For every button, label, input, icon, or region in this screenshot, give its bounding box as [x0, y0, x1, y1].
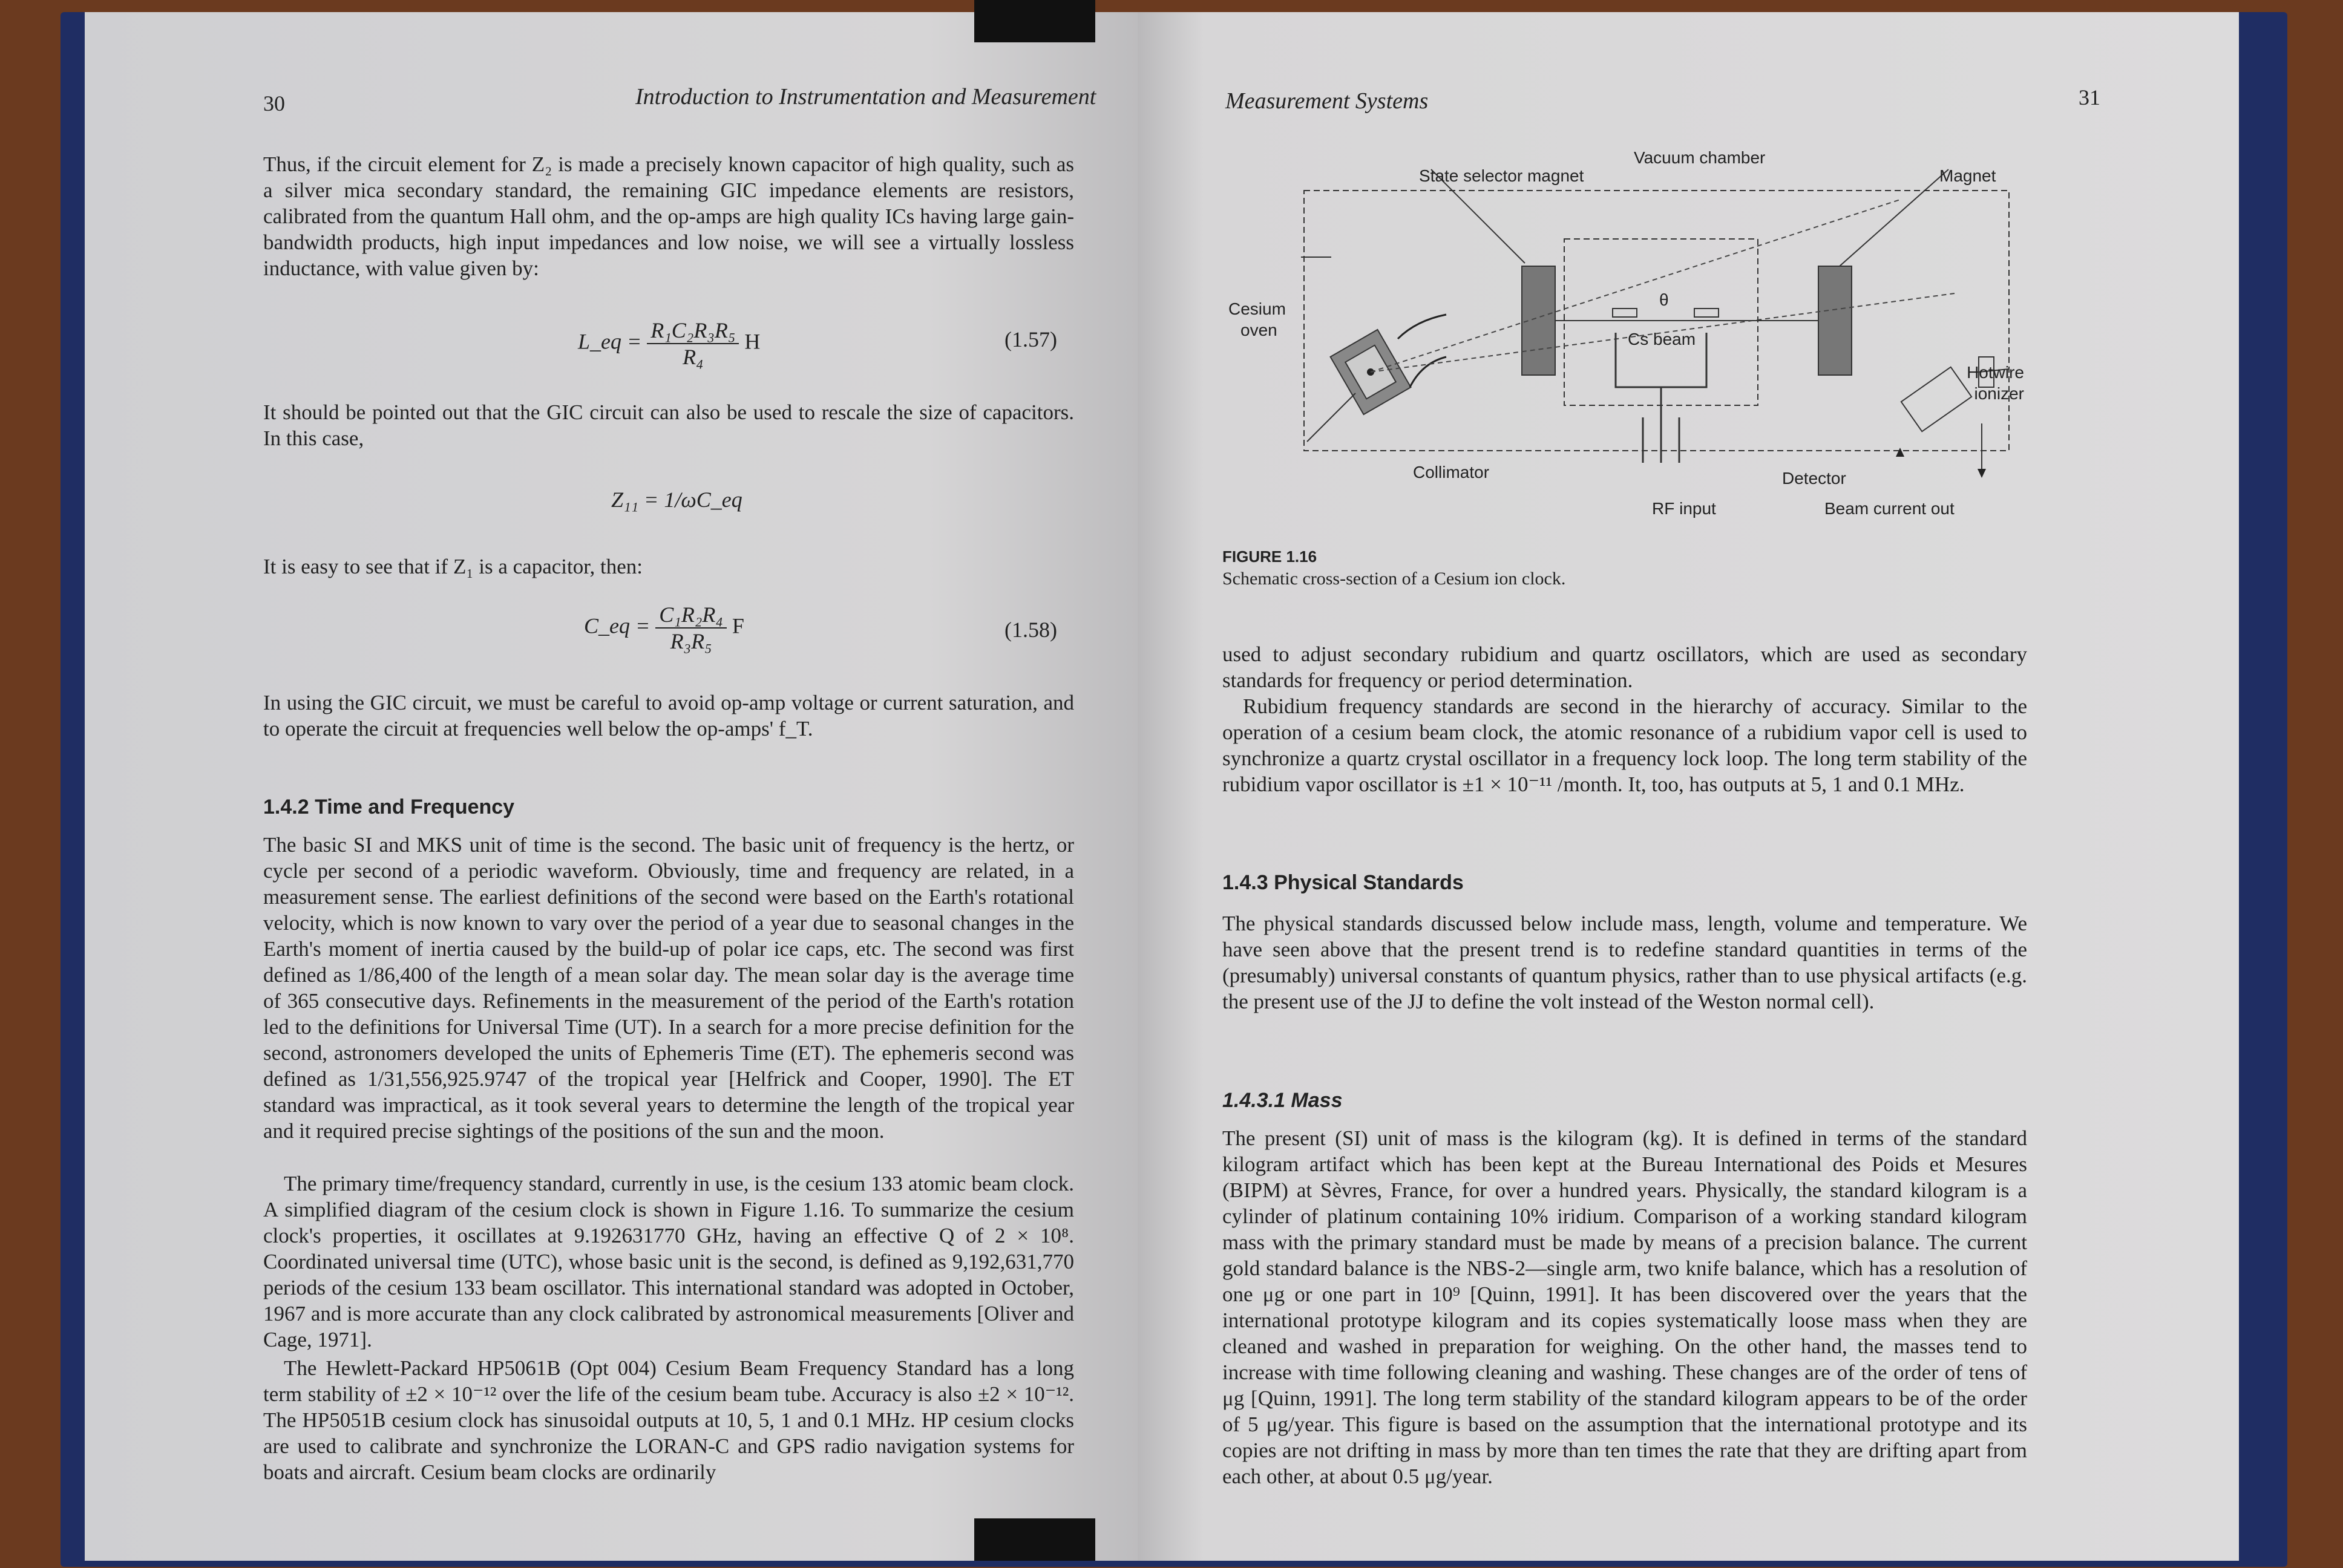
paragraph: It should be pointed out that the GIC circuit can also be used to rescale the size of capacitors. In this case, [263, 400, 1074, 450]
paragraph: The primary time/frequency standard, currently in use, is the cesium 133 atomic beam clock. A simplified diagram of the cesium clock is shown in Figure 1.16. To summarize the cesium clock's properties, it oscillates at 9.192631770 GHz, having an effective Q of 2 × 10⁸. Coordinated universal time (UTC), whose basic unit is the second, is defined as 9,192,631,770 periods of the cesium 133 beam oscillator. This international standard was adopted in October, 1967 and is more accurate than any clock calibrated by astronomical measurements [Oliver and Cage, 1971]. [263, 1172, 1074, 1351]
subsection-heading: 1.4.3.1 Mass [1222, 1089, 1343, 1112]
label-magnet: Magnet [1939, 166, 1996, 185]
page-number-left: 30 [263, 91, 285, 116]
label-cesium: Cesium [1228, 299, 1286, 318]
collimator-top [1398, 315, 1446, 339]
equation-number: (1.57) [1004, 327, 1057, 351]
figure-caption-label: FIGURE 1.16 [1222, 547, 1317, 566]
label-rf-input: RF input [1652, 499, 1716, 518]
inner-chamber-outline [1564, 239, 1758, 405]
paragraph: used to adjust secondary rubidium and quartz oscillators, which are used as secondary standards for frequency or period determination. Rubidium frequency standards are second in the hierarchy of accuracy. Similar to the operation of a cesium beam clock, the atomic resonance of a rubidium vapor cell is used to synchronize a quartz crystal oscillator in a frequency lock loop. The long term stability of the rubidium vapor oscillator is ±1 × 10⁻¹¹ /month. It, too, has outputs at 5, 1 and 0.1 MHz. [1222, 642, 2027, 796]
equation-number: (1.58) [1004, 618, 1057, 642]
cesium-clock-diagram [1216, 133, 2027, 532]
binding-clip-bottom [974, 1518, 1095, 1561]
paragraph: The basic SI and MKS unit of time is the second. The basic unit of frequency is the hertz, or cycle per second of a periodic waveform. Obviously, time and frequency are related, in a measurement sense. The earliest definitions of the second were based on the Earth's rotational velocity, which is now known to vary over the period of a year due to seasonal changes in the Earth's moment of inertia caused by the build-up of polar ice caps, etc. The second was first defined as 1/86,400 of the length of a mean solar day. The mean solar day is the average time of 365 consecutive days. Refinements in the measurement of the period of the Earth's rotation led to the definitions for Universal Time (UT). In a search for a more precise definition for the second, astronomers developed the units of Ephemeris Time (ET). The ephemeris second was defined as 1/31,556,925.9747 of the tropical year [Helfrick and Cooper, 1990]. The ET standard was impractical, as it took several years to determine the length of the tropical year and it required precise sightings of the positions of the sun and the moon. [263, 833, 1074, 1143]
paragraph: In using the GIC circuit, we must be careful to avoid op-amp voltage or current saturation, and to operate the circuit at frequencies well below the op-amps' f_T. [263, 691, 1074, 740]
label-hotwire: Hotwire [1967, 363, 2024, 382]
paragraph: It is easy to see that if Z₁ is a capacitor, then: [263, 555, 643, 578]
paragraph: The physical standards discussed below include mass, length, volume and temperature. We have seen above that the present trend is to redefine standard quantities in terms of the (presumably) universal constants of quantum physics, rather than to use physical artifacts (e.g. the present use of the JJ to define the volt instead of the Weston normal cell). [1222, 912, 2027, 1013]
label-theta: θ [1659, 290, 1669, 309]
label-collimator: Collimator [1413, 463, 1490, 482]
label-ionizer: ionizer [1974, 384, 2024, 403]
label-vacuum-chamber: Vacuum chamber [1634, 148, 1766, 167]
label-beam-current-out: Beam current out [1824, 499, 1955, 518]
analyzer-magnet [1818, 266, 1852, 375]
label-state-selector-magnet: State selector magnet [1419, 166, 1584, 185]
detector [1901, 367, 1971, 432]
equation-z11: Z₁₁ = 1/ωC_eq [611, 488, 742, 512]
binding-clip-top [974, 0, 1095, 42]
equation-1-58: C_eq = $\frac{\text{C₁R₂R₄}}{\text{R₃R₅}}$ F [584, 603, 744, 653]
paragraph: Thus, if the circuit element for Z₂ is made a precisely known capacitor of high quality, such as a silver mica secondary standard, the remaining GIC impedance elements are resistors, calibrated from the quantum Hall ohm, and the op-amps are high quality ICs having large gain-bandwidth products, high input impedances and low noise, we will see a virtually lossless inductance, with value given by: [263, 152, 1074, 280]
label-detector: Detector [1782, 469, 1846, 488]
figure-caption-text: Schematic cross-section of a Cesium ion clock. [1222, 569, 1566, 589]
label-oven: oven [1240, 321, 1277, 339]
running-head-left: Introduction to Instrumentation and Measurement [635, 84, 1096, 109]
collimator-bottom [1410, 357, 1446, 387]
running-head-right: Measurement Systems [1225, 88, 1429, 114]
paragraph: The present (SI) unit of mass is the kilogram (kg). It is defined in terms of the standard kilogram artifact which has been kept at the Bureau International des Poids et Mesures (BIPM) at Sèvres, France, for over a hundred years. Physically, the standard kilogram is a cylinder of platinum containing 10% iridium. Comparison of a working standard kilogram mass with the primary standard must be made by means of a precision balance. The current gold standard balance is the NBS-2—single arm, two knife balance, which has a resolution of one μg or one part in 10⁹ [Quinn, 1991]. It has been discovered over the years that the international prototype kilogram and its copies systematically loose mass when they are cleaned and washed in preparation for weighing. On the other hand, the masses tend to increase with time following cleaning and washing. These changes are of the order of tens of μg [Quinn, 1991]. The long term stability of the standard kilogram appears to be of the order of 5 μg/year. This figure is based on the assumption that the international prototype and its copies are not drifting in mass by more than ten times the rate that they are drifting apart from each other, at about 0.5 μg/year. [1222, 1126, 2027, 1488]
section-heading: 1.4.2 Time and Frequency [263, 795, 515, 818]
label-cs-beam: Cs beam [1628, 330, 1696, 348]
section-heading: 1.4.3 Physical Standards [1222, 871, 1464, 894]
equation-1-57: L_eq = $\frac{\text{R₁C₂R₃R₅}}{\text{R₄}}$ H [578, 318, 761, 369]
page-number-right: 31 [2079, 85, 2100, 109]
left-page [85, 12, 1138, 1561]
paragraph: The Hewlett-Packard HP5061B (Opt 004) Cesium Beam Frequency Standard has a long term stability of ±2 × 10⁻¹² over the life of the cesium beam tube. Accuracy is also ±2 × 10⁻¹². The HP5051B cesium clock has sinusoidal outputs at 10, 5, 1 and 0.1 MHz. HP cesium clocks are used to calibrate and synchronize the LORAN-C and GPS radio navigation systems for boats and aircraft. Cesium beam clocks are ordinarily [263, 1356, 1074, 1484]
